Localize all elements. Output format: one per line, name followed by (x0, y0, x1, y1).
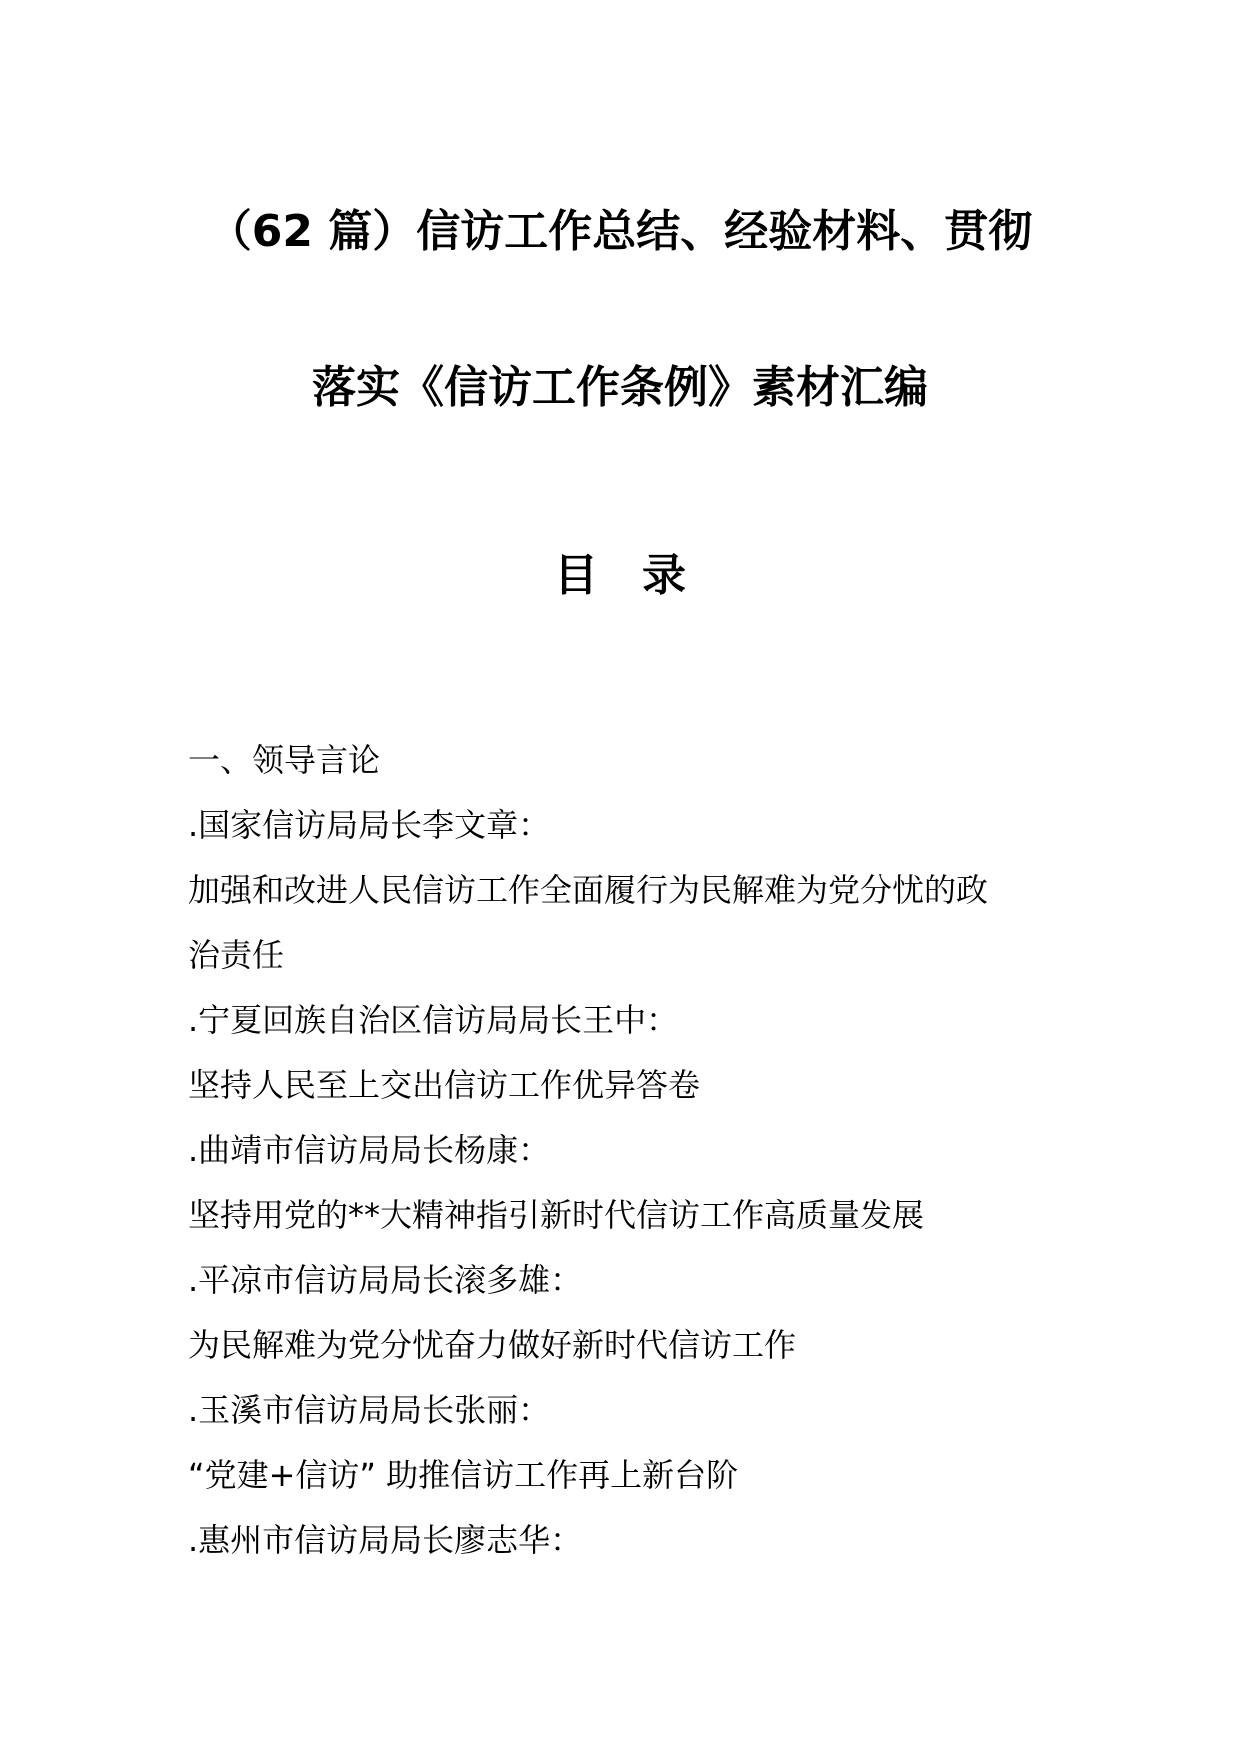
toc-entry-author: .国家信访局局长李文章： (188, 806, 551, 844)
toc-entry-author: .惠州市信访局局长廖志华： (188, 1521, 583, 1559)
toc-entry-title: 加强和改进人民信访工作全面履行为民解难为党分忧的政 (188, 871, 989, 909)
toc-entry-author: .宁夏回族自治区信访局局长王中： (188, 1001, 679, 1039)
toc-entry-title: 为民解难为党分忧奋力做好新时代信访工作 (188, 1326, 797, 1364)
toc-entry-title: “党建+信访” 助推信访工作再上新台阶 (188, 1456, 739, 1494)
toc-entry-author: .平凉市信访局局长滚多雄： (188, 1261, 583, 1299)
table-of-contents (188, 728, 1068, 1573)
toc-entry-author: .玉溪市信访局局长张丽： (188, 1391, 551, 1429)
toc-entry-author: .曲靖市信访局局长杨康： (188, 1131, 551, 1169)
toc-section-heading: 一、领导言论 (188, 741, 381, 779)
document-title-line-1: （62 篇）信访工作总结、经验材料、贯彻 (207, 206, 1033, 257)
toc-entry-title: 坚持人民至上交出信访工作优异答卷 (188, 1066, 701, 1104)
document-title-line-2: 落实《信访工作条例》素材汇编 (312, 362, 928, 413)
toc-entry-title: 坚持用党的**大精神指引新时代信访工作高质量发展 (188, 1196, 925, 1234)
toc-heading: 目 录 (554, 550, 686, 601)
toc-entry-title-continued: 治责任 (188, 936, 285, 974)
